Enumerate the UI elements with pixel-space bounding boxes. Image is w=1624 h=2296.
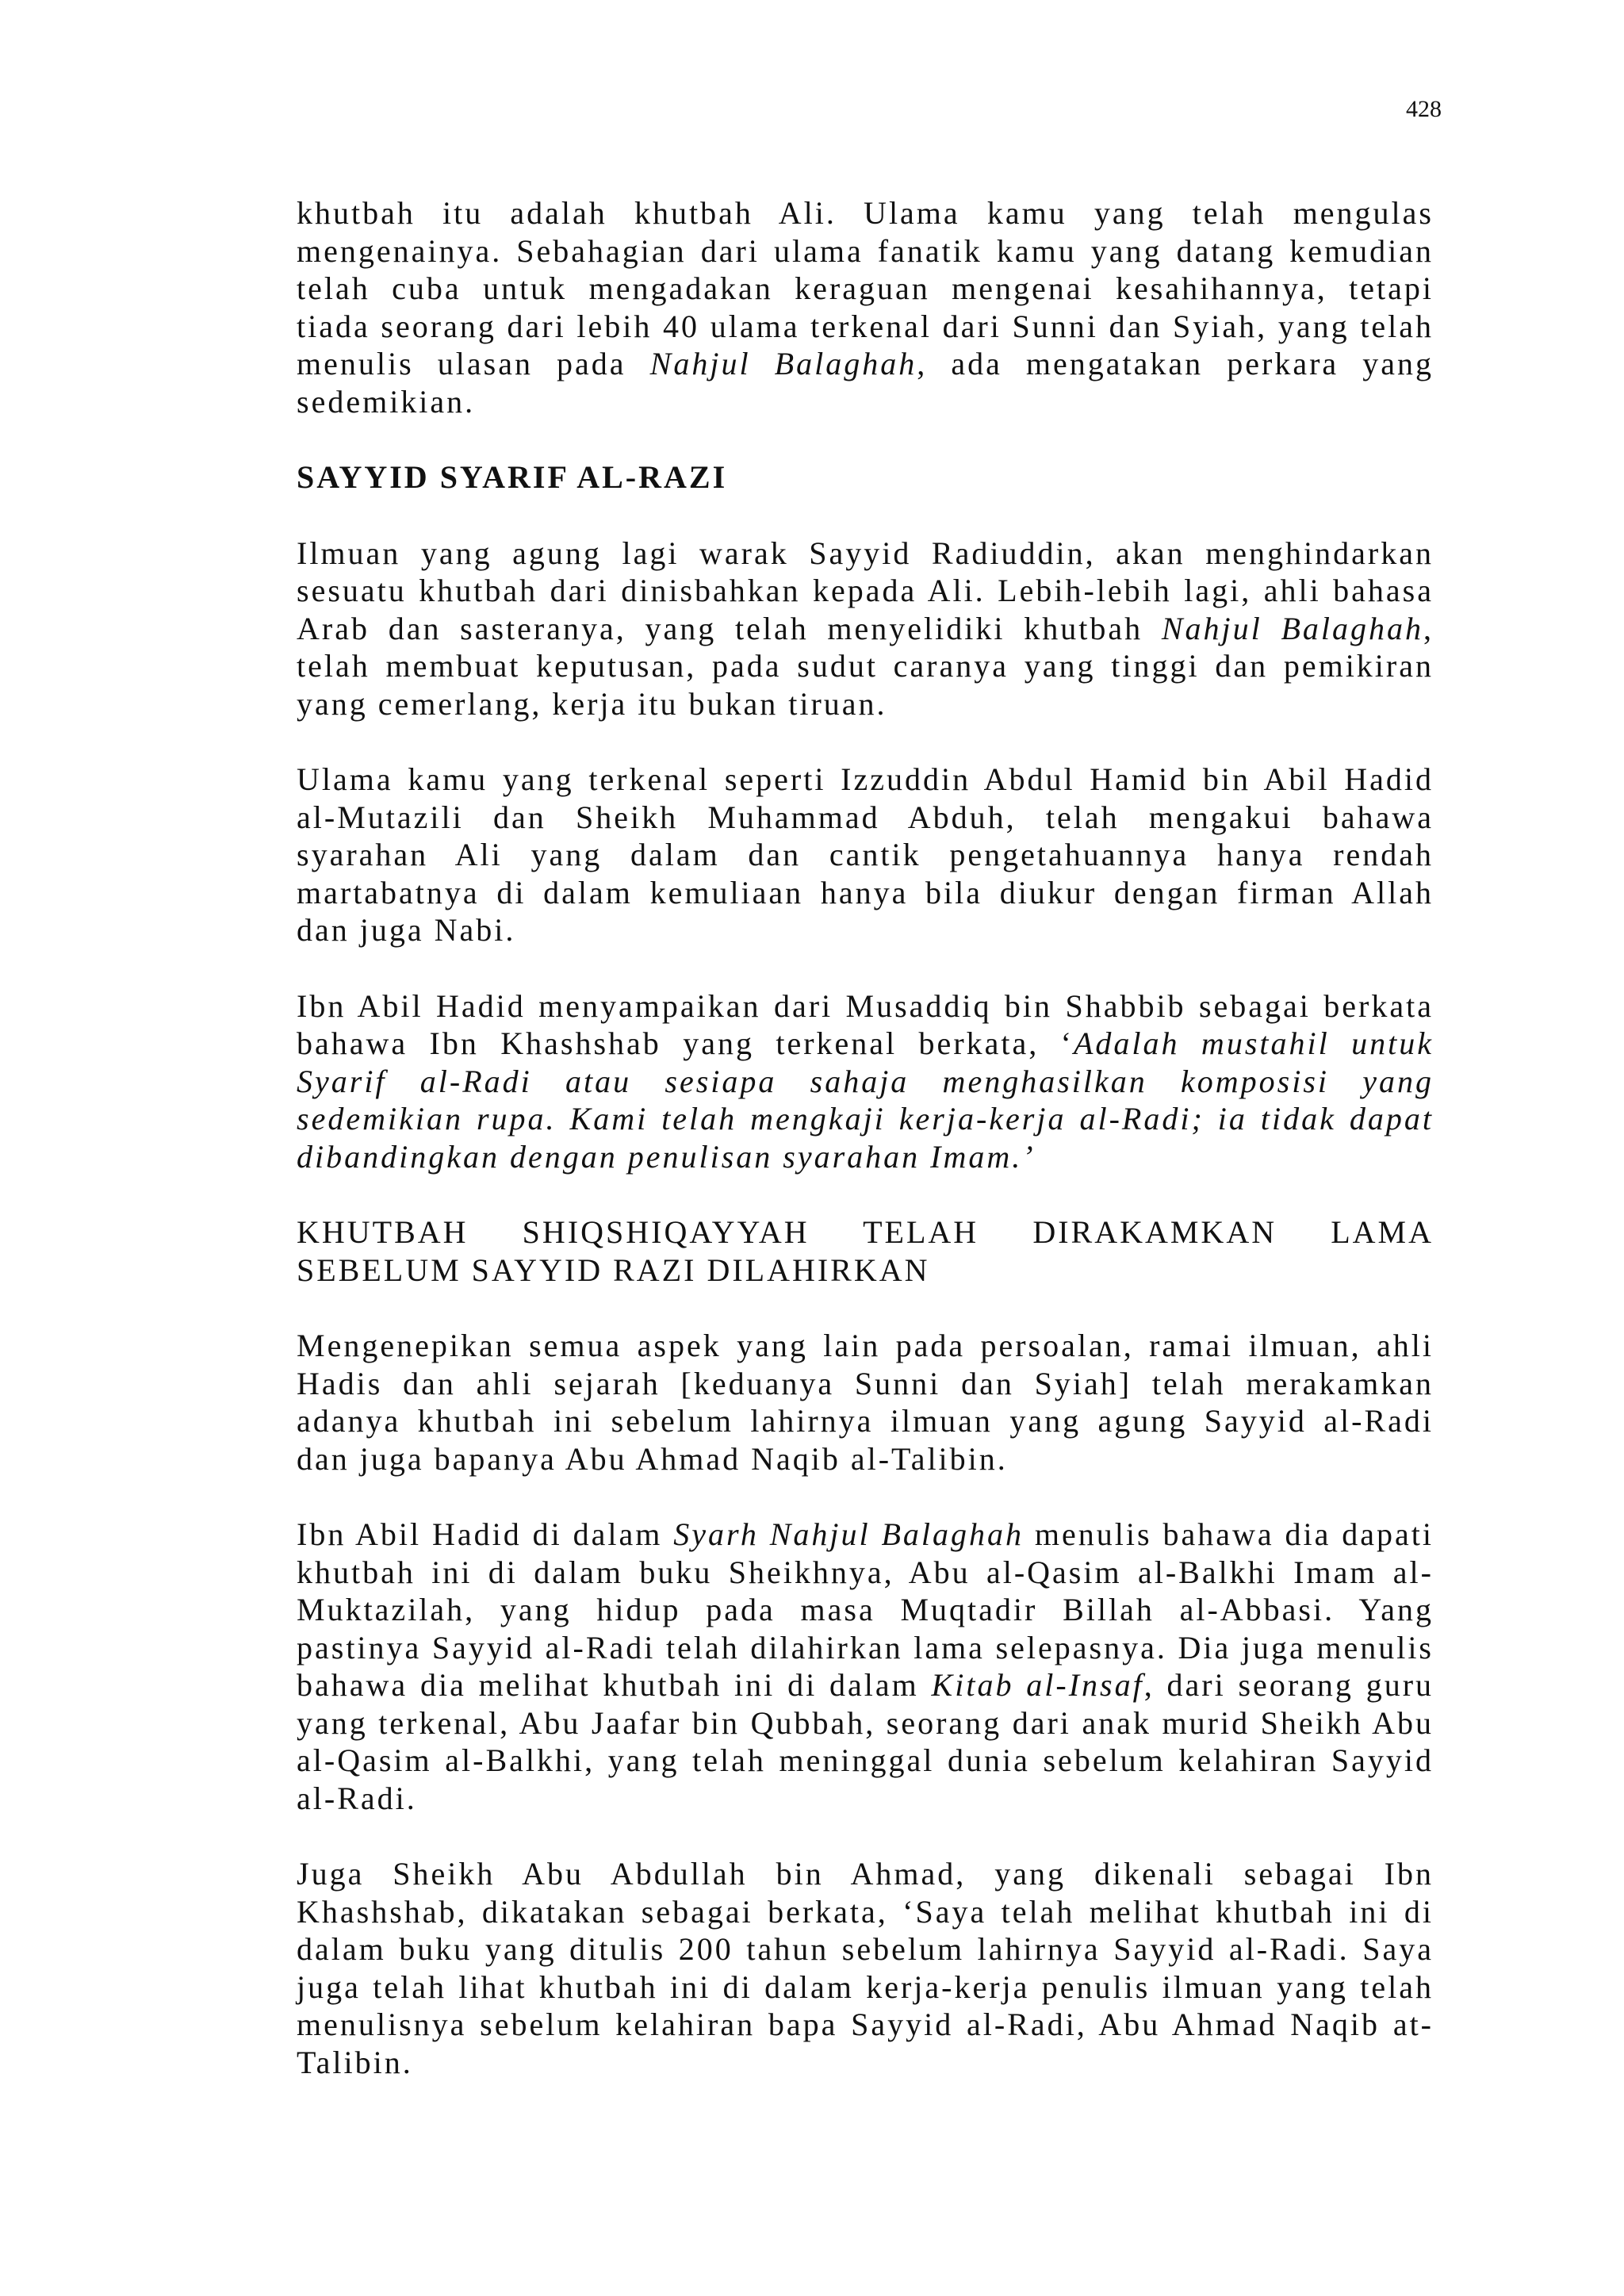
paragraph-6-text-a: Ibn Abil Hadid di dalam [297, 1516, 674, 1552]
paragraph-6 [297, 1516, 1434, 1817]
paragraph-4-text-a: Ibn Abil Hadid menyampaikan dari Musaddiq bin Shabbib sebagai berkata bahawa Ibn Khashshab yang terkenal berkata, ‘ [297, 987, 1434, 1061]
paragraph-6-text-b: menulis bahawa dia dapati khutbah ini di dalam buku Sheikhnya, Abu al-Qasim al-Balkhi Imam al-Muktazilah, yang hidup pada masa Muqtadir Billah al-Abbasi. Yang pastinya Sayyid al-Radi telah dilahirkan lama selepasnya. Dia juga menulis bahawa dia melihat khutbah ini di dalam [297, 1516, 1434, 1703]
paragraph-3: Ulama kamu yang terkenal seperti Izzuddin Abdul Hamid bin Abil Hadid al-Mutazili dan Sheikh Muhammad Abduh, telah mengakui bahawa syarahan Ali yang dalam dan cantik pengetahuannya hanya rendah martabatnya di dalam kemuliaan hanya bila diukur dengan firman Allah dan juga Nabi. [297, 761, 1434, 948]
paragraph-5: Mengenepikan semua aspek yang lain pada persoalan, ramai ilmuan, ahli Hadis dan ahli sejarah [keduanya Sunni dan Syiah] telah merakamkan adanya khutbah ini sebelum lahirnya ilmuan yang agung Sayyid al-Radi dan juga bapanya Abu Ahmad Naqib al-Talibin. [297, 1328, 1434, 1477]
paragraph-2-text-a: Ilmuan yang agung lagi warak Sayyid Radiuddin, akan menghindarkan sesuatu khutbah dari dinisbahkan kepada Ali. Lebih-lebih lagi, ahli bahasa Arab dan sasteranya, yang telah menyelidiki khutbah [297, 535, 1434, 646]
paragraph-7: Juga Sheikh Abu Abdullah bin Ahmad, yang dikenali sebagai Ibn Khashshab, dikatakan sebagai berkata, ‘Saya telah melihat khutbah ini di dalam buku yang ditulis 200 tahun sebelum lahirnya Sayyid al-Radi. Saya juga telah lihat khutbah ini di dalam kerja-kerja penulis ilmuan yang telah menulisnya sebelum kelahiran bapa Sayyid al-Radi, Abu Ahmad Naqib at-Talibin. [297, 1856, 1434, 2080]
heading-line-2: SEBELUM SAYYID RAZI DILAHIRKAN [297, 1251, 930, 1288]
book-title-nahjul-balaghah: Nahjul Balaghah [649, 346, 917, 381]
paragraph-1 [297, 194, 1434, 420]
book-title-kitab-al-insaf: Kitab al-Insaf [931, 1667, 1144, 1703]
quote-italic: Adalah mustahil untuk Syarif al-Radi atau sesiapa sahaja menghasilkan komposisi yang sedemikian rupa. Kami telah mengkaji kerja-kerja al-Radi; ia tidak dapat dibandingkan dengan penulisan syarahan Imam.’ [297, 1025, 1434, 1175]
section-heading-khutbah-shiqshiqayyah [297, 1213, 1434, 1289]
paragraph-6-text-c: , dari seorang guru yang terkenal, Abu Jaafar bin Qubbah, seorang dari anak murid Sheikh Abu al-Qasim al-Balkhi, yang telah meninggal dunia sebelum kelahiran Sayyid al-Radi. [297, 1667, 1434, 1816]
page-number: 428 [1406, 96, 1442, 122]
section-heading-sayyid-syarif: SAYYID SYARIF AL-RAZI [297, 459, 728, 495]
paragraph-1-text-a: khutbah itu adalah khutbah Ali. Ulama kamu yang telah mengulas mengenainya. Sebahagian dari ulama fanatik kamu yang datang kemudian telah cuba untuk mengadakan keraguan mengenai kesahihannya, tetapi tiada seorang dari lebih 40 ulama terkenal dari Sunni dan Syiah, yang telah menulis ulasan pada [297, 195, 1434, 381]
heading-line-1: KHUTBAH SHIQSHIQAYYAH TELAH DIRAKAMKAN LAMA [297, 1214, 1434, 1250]
document-body [297, 194, 1434, 2119]
paragraph-1-text-b: , ada mengatakan perkara yang sedemikian. [297, 346, 1434, 420]
book-title-syarh-nahjul-balaghah: Syarh Nahjul Balaghah [673, 1516, 1025, 1552]
paragraph-2-text-b: , telah membuat keputusan, pada sudut caranya yang tinggi dan pemikiran yang cemerlang, kerja itu bukan tiruan. [297, 610, 1434, 722]
paragraph-4 [297, 987, 1434, 1176]
book-title-nahjul-balaghah: Nahjul Balaghah [1161, 610, 1423, 646]
paragraph-2 [297, 535, 1434, 723]
